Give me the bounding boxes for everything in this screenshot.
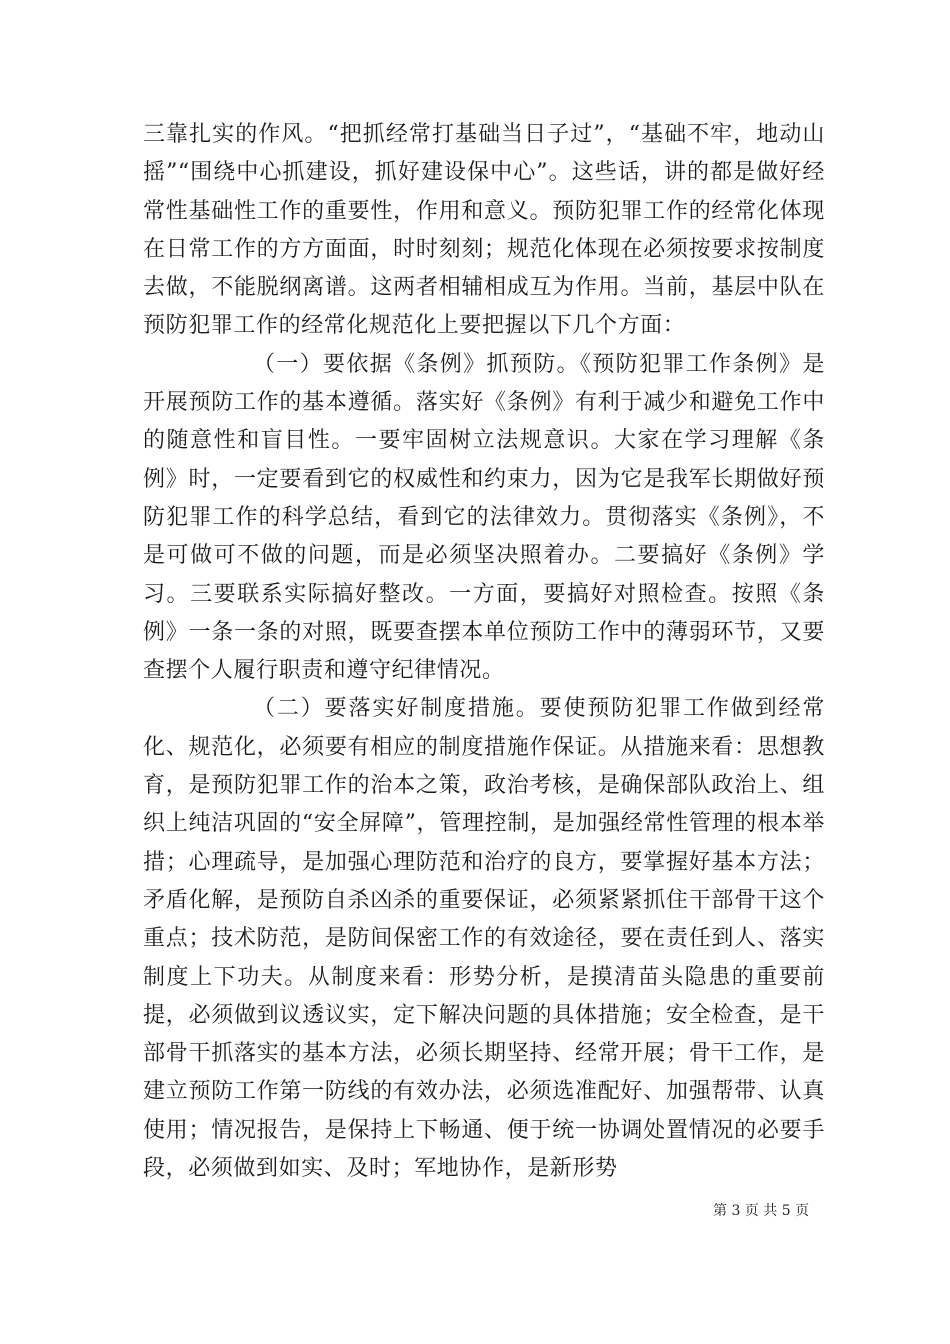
page-number: 第 3 页 共 5 页 (713, 1203, 810, 1219)
document-body (143, 116, 825, 1188)
paragraph-section-two: （二）要落实好制度措施。要使预防犯罪工作做到经常化、规范化，必须要有相应的制度措施作保证。从措施来看：思想教育，是预防犯罪工作的治本之策，政治考核，是确保部队政治上、组织上纯洁巩固的“安全屏障”，管理控制，是加强经常性管理的根本举措；心理疏导，是加强心理防范和治疗的良方，要掌握好基本方法；矛盾化解，是预防自杀凶杀的重要保证，必须紧紧抓住干部骨干这个重点；技术防范，是防间保密工作的有效途径，要在责任到人、落实制度上下功夫。从制度来看：形势分析，是摸清苗头隐患的重要前提，必须做到议透议实，定下解决问题的具体措施；安全检查，是干部骨干抓落实的基本方法，必须长期坚持、经常开展；骨干工作，是建立预防工作第一防线的有效办法，必须选准配好、加强帮带、认真使用；情况报告，是保持上下畅通、便于统一协调处置情况的必要手段，必须做到如实、及时；军地协作，是新形势 (143, 696, 825, 1182)
paragraph-section-one: （一）要依据《条例》抓预防。《预防犯罪工作条例》是开展预防工作的基本遵循。落实好《条例》有利于减少和避免工作中的随意性和盲目性。一要牢固树立法规意识。大家在学习理解《条例》时，一定要看到它的权威性和约束力，因为它是我军长期做好预防犯罪工作的科学总结，看到它的法律效力。贯彻落实《条例》，不是可做可不做的问题，而是必须坚决照着办。二要搞好《条例》学习。三要联系实际搞好整改。一方面，要搞好对照检查。按照《条例》一条一条的对照，既要查摆本单位预防工作中的薄弱环节，又要查摆个人履行职责和遵守纪律情况。 (143, 351, 825, 684)
paragraph-continuation: 三靠扎实的作风。“把抓经常打基础当日子过”，“基础不牢，地动山摇”“围绕中心抓建设，抓好建设保中心”。这些话，讲的都是做好经常性基础性工作的重要性，作用和意义。预防犯罪工作的经常化体现在日常工作的方方面面，时时刻刻；规范化体现在必须按要求按制度去做，不能脱纲离谱。这两者相辅相成互为作用。当前，基层中队在预防犯罪工作的经常化规范化上要把握以下几个方面： (143, 122, 825, 339)
